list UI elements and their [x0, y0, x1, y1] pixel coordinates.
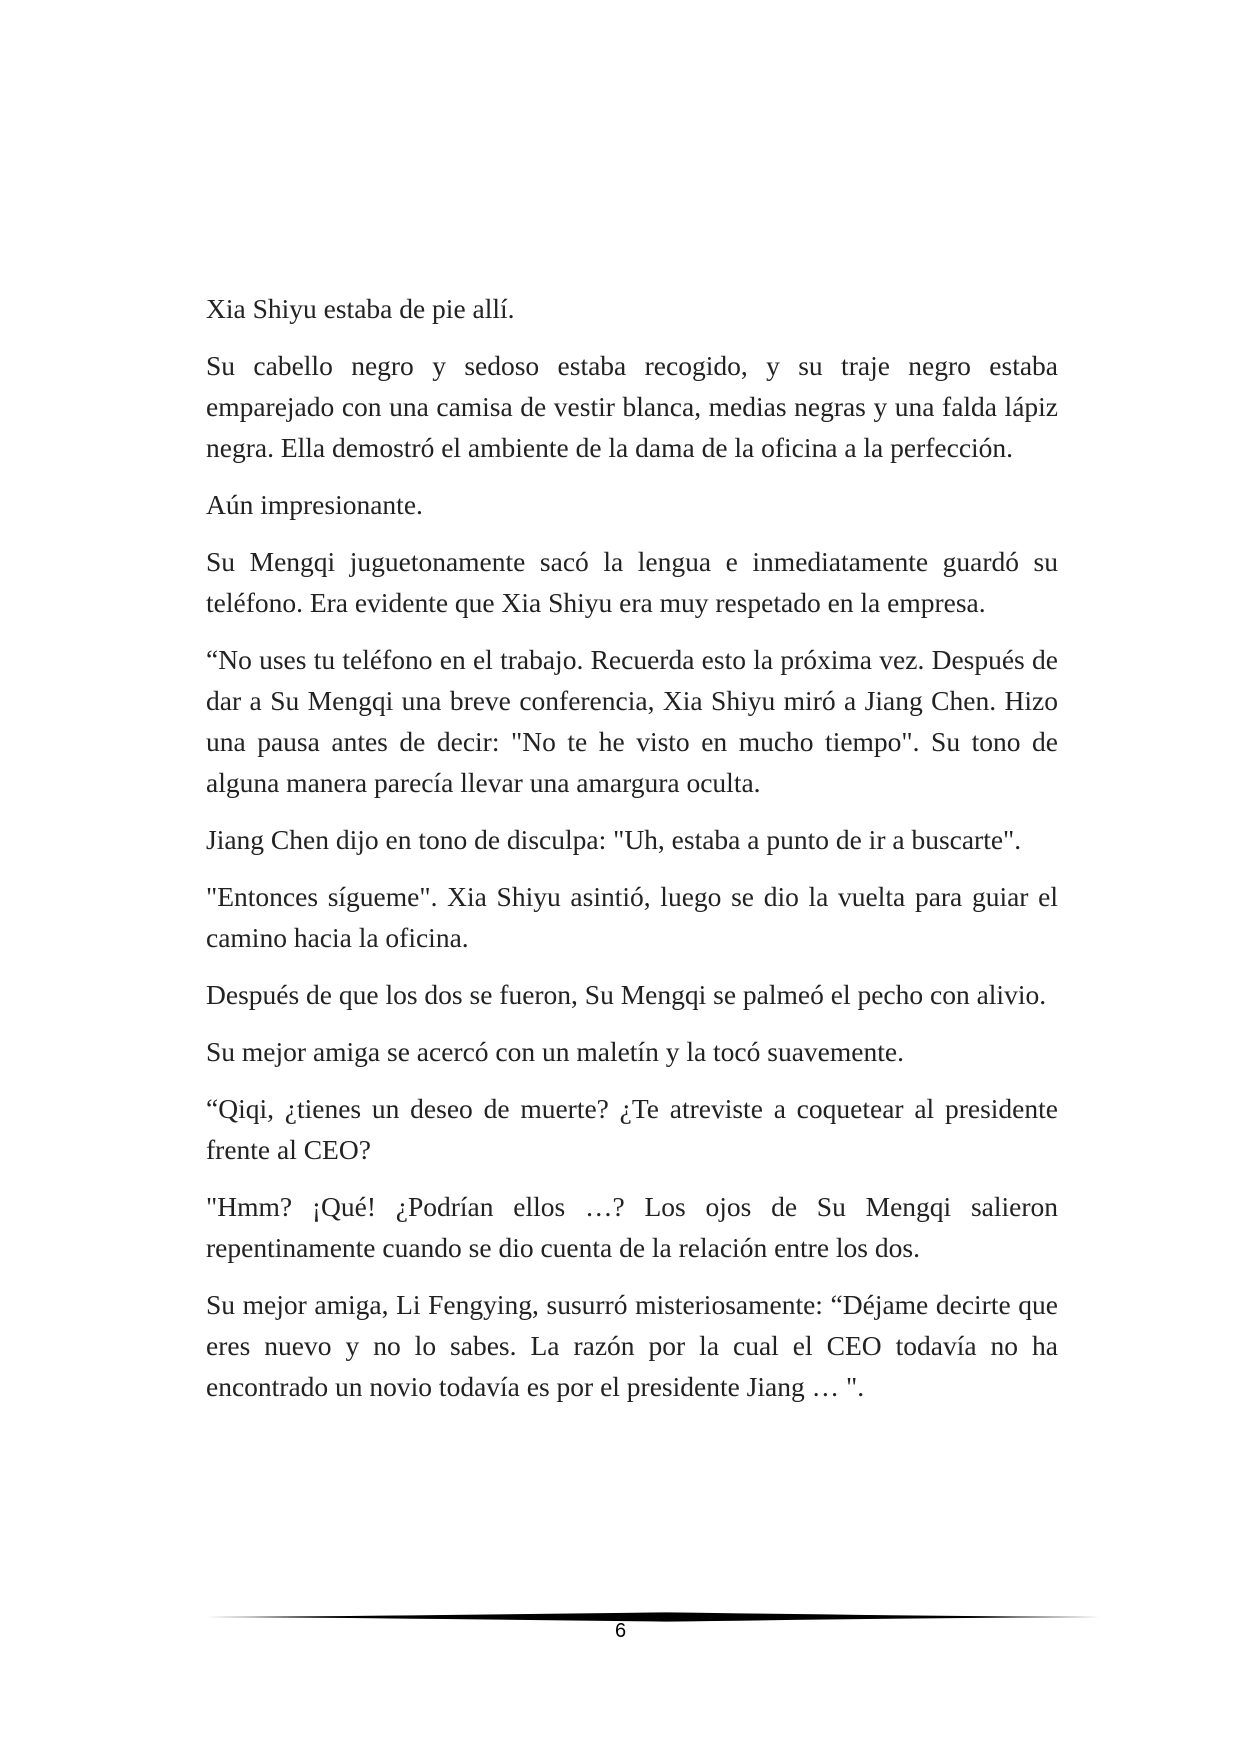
- paragraph: Xia Shiyu estaba de pie allí.: [206, 293, 515, 324]
- paragraph: "Hmm? ¡Qué! ¿Podrían ellos …? Los ojos de Su Mengqi salieron repentinamente cuando se dio cuenta de la relación entre los dos.: [206, 1191, 1058, 1263]
- paragraph: Jiang Chen dijo en tono de disculpa: "Uh, estaba a punto de ir a buscarte".: [206, 824, 1022, 855]
- page-number: 6: [614, 1620, 627, 1642]
- paragraph: "Entonces sígueme". Xia Shiyu asintió, luego se dio la vuelta para guiar el camino hacia la oficina.: [206, 881, 1058, 953]
- paragraph: Aún impresionante.: [206, 489, 423, 520]
- document-body: [206, 288, 1058, 1423]
- paragraph: Después de que los dos se fueron, Su Mengqi se palmeó el pecho con alivio.: [206, 979, 1047, 1010]
- paragraph: “No uses tu teléfono en el trabajo. Recuerda esto la próxima vez. Después de dar a Su Mengqi una breve conferencia, Xia Shiyu miró a Jiang Chen. Hizo una pausa antes de decir: "No te he visto en mucho tiempo". Su tono de alguna manera parecía llevar una amargura oculta.: [206, 644, 1058, 798]
- paragraph: Su mejor amiga, Li Fengying, susurró misteriosamente: “Déjame decirte que eres nuevo y no lo sabes. La razón por la cual el CEO todavía no ha encontrado un novio todavía es por el presidente Jiang … ".: [206, 1289, 1058, 1402]
- paragraph: Su Mengqi juguetonamente sacó la lengua e inmediatamente guardó su teléfono. Era evidente que Xia Shiyu era muy respetado en la empresa.: [206, 546, 1058, 618]
- paragraph: “Qiqi, ¿tienes un deseo de muerte? ¿Te atreviste a coquetear al presidente frente al CEO?: [206, 1093, 1058, 1165]
- paragraph: Su cabello negro y sedoso estaba recogido, y su traje negro estaba emparejado con una camisa de vestir blanca, medias negras y una falda lápiz negra. Ella demostró el ambiente de la dama de la oficina a la perfección.: [206, 350, 1058, 463]
- paragraph: Su mejor amiga se acercó con un maletín y la tocó suavemente.: [206, 1036, 904, 1067]
